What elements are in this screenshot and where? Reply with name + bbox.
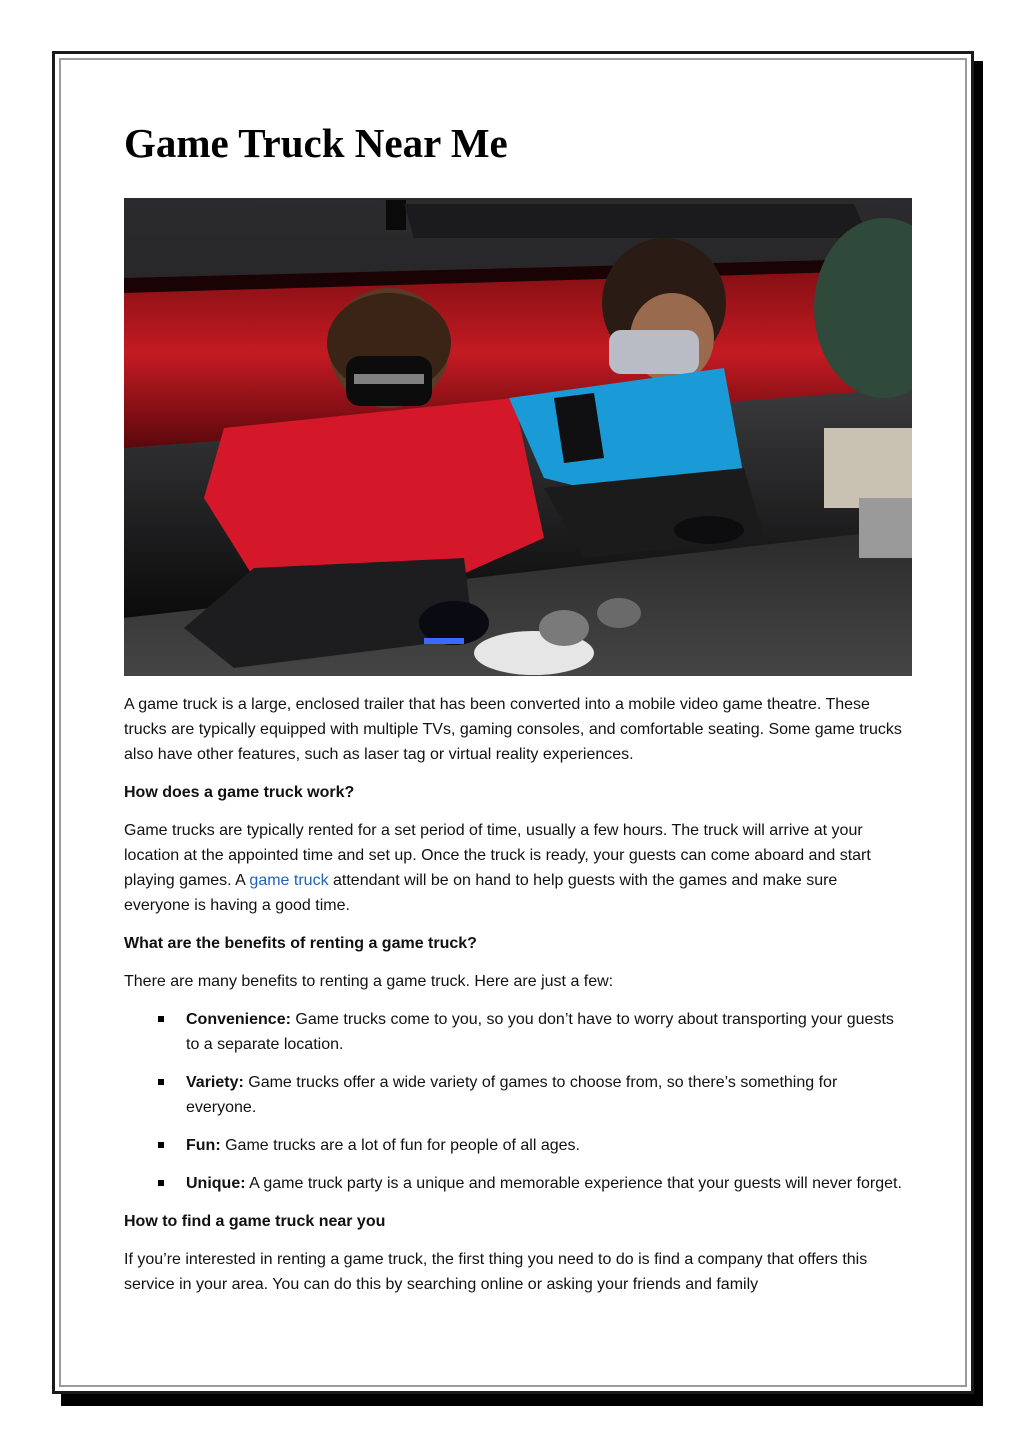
document-body: [124, 118, 904, 1310]
benefits-list: [124, 1007, 904, 1196]
heading-find-near-you: How to find a game truck near you: [124, 1213, 386, 1230]
page-title: Game Truck Near Me: [124, 120, 508, 166]
benefits-intro: There are many benefits to renting a game truck. Here are just a few:: [124, 973, 614, 990]
game-truck-link[interactable]: game truck: [249, 872, 329, 889]
how-it-works-text-2: attendant will be on hand to help guests with the games and make sure everyone is having a good time.: [124, 872, 838, 914]
square-bullet-icon: [158, 1180, 164, 1186]
list-item: [124, 1007, 904, 1057]
intro-paragraph: A game truck is a large, enclosed trailer that has been converted into a mobile video game theatre. These trucks are typically equipped with multiple TVs, gaming consoles, and comfortable seating. Some game trucks also have other features, such as laser tag or virtual reality experiences.: [124, 696, 902, 763]
benefit-label: Convenience:: [186, 1011, 291, 1028]
square-bullet-icon: [158, 1079, 164, 1085]
benefit-text: Game trucks come to you, so you don’t have to worry about transporting your guests to a separate location.: [186, 1011, 894, 1053]
benefit-text: Game trucks offer a wide variety of games to choose from, so there’s something for everyone.: [186, 1074, 838, 1116]
benefit-label: Unique:: [186, 1175, 246, 1192]
how-it-works-text-1: Game trucks are typically rented for a set period of time, usually a few hours. The truck will arrive at your location at the appointed time and set up. Once the truck is ready, your guests can come aboard and start playing games. A: [124, 822, 871, 889]
benefit-label: Fun:: [186, 1137, 221, 1154]
square-bullet-icon: [158, 1142, 164, 1148]
benefit-text: A game truck party is a unique and memorable experience that your guests will never forget.: [245, 1175, 902, 1192]
heading-how-it-works: How does a game truck work?: [124, 784, 355, 801]
how-it-works-paragraph: [124, 818, 904, 918]
list-item: [124, 1133, 904, 1158]
list-item: [124, 1070, 904, 1120]
benefit-label: Variety:: [186, 1074, 244, 1091]
heading-benefits: What are the benefits of renting a game truck?: [124, 935, 477, 952]
square-bullet-icon: [158, 1016, 164, 1022]
game-truck-photo: [124, 198, 912, 676]
benefit-text: Game trucks are a lot of fun for people of all ages.: [220, 1137, 580, 1154]
list-item: [124, 1171, 904, 1196]
find-near-you-paragraph: If you’re interested in renting a game truck, the first thing you need to do is find a company that offers this service in your area. You can do this by searching online or asking your friends and family: [124, 1251, 868, 1293]
